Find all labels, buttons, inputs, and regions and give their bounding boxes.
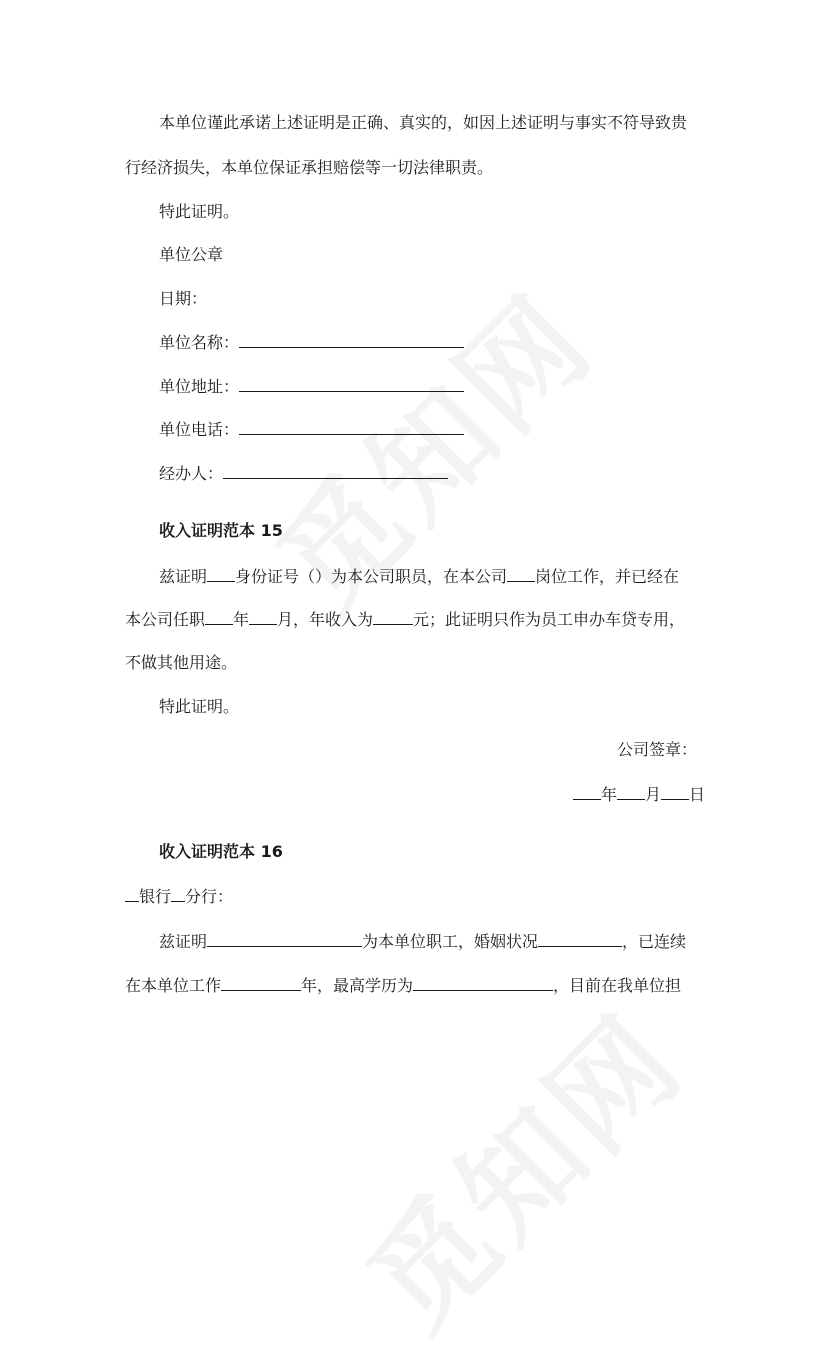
text: 兹证明 — [159, 567, 208, 586]
unit-address-blank — [239, 376, 464, 392]
sign-date — [573, 784, 705, 805]
blank — [249, 609, 277, 625]
blank — [413, 975, 553, 991]
text: 银行 — [139, 887, 172, 906]
blank — [661, 784, 689, 800]
text: 身份证号（）为本公司职员，在本公司 — [235, 567, 508, 586]
text: 在本单位工作 — [125, 976, 222, 995]
handler-field — [159, 463, 448, 484]
section-title: 收入证明范本 15 — [159, 521, 283, 540]
text: 月 — [644, 785, 661, 804]
text: 年，最高学历为 — [301, 976, 414, 995]
seal-label: 单位公章 — [159, 245, 224, 264]
certify-text: 特此证明。 — [159, 697, 240, 716]
text: ，目前在我单位担 — [553, 976, 682, 995]
company-sign-label: 公司签章： — [616, 740, 697, 759]
date-label: 日期： — [159, 289, 208, 308]
blank — [507, 566, 535, 582]
certify-text: 特此证明。 — [159, 202, 240, 221]
text: 年 — [600, 785, 617, 804]
unit-phone-field — [159, 419, 464, 440]
blank — [221, 975, 301, 991]
paragraph-line: 本单位谨此承诺上述证明是正确、真实的，如因上述证明与事实不符导致贵 — [159, 113, 688, 132]
handler-label: 经办人： — [159, 464, 224, 483]
unit-address-field — [159, 376, 464, 397]
unit-name-blank — [239, 332, 464, 348]
blank — [573, 784, 601, 800]
text: 兹证明 — [159, 932, 208, 951]
paragraph-line — [159, 566, 679, 587]
blank — [205, 609, 233, 625]
text: 年 — [233, 610, 250, 629]
text: 元；此证明只作为员工申办车贷专用， — [413, 610, 686, 629]
unit-name-field — [159, 332, 464, 353]
blank — [373, 609, 413, 625]
unit-name-label: 单位名称： — [159, 333, 240, 352]
text: 分行： — [185, 887, 234, 906]
text: 岗位工作，并已经在 — [535, 567, 680, 586]
blank — [207, 566, 235, 582]
blank — [617, 784, 645, 800]
unit-phone-blank — [239, 419, 464, 435]
paragraph-line: 不做其他用途。 — [125, 653, 238, 672]
blank — [538, 931, 622, 947]
text: ，已连续 — [622, 932, 687, 951]
paragraph-line — [125, 975, 681, 996]
text: 月，年收入为 — [277, 610, 374, 629]
paragraph-line — [125, 609, 685, 630]
unit-address-label: 单位地址： — [159, 377, 240, 396]
section-title: 收入证明范本 16 — [159, 842, 283, 861]
bank-line — [125, 886, 233, 907]
paragraph-line — [159, 931, 686, 952]
handler-blank — [223, 463, 448, 479]
blank — [171, 886, 185, 902]
blank — [125, 886, 139, 902]
text: 本公司任职 — [125, 610, 206, 629]
text: 为本单位职工，婚姻状况 — [362, 932, 539, 951]
unit-phone-label: 单位电话： — [159, 420, 240, 439]
blank — [207, 931, 362, 947]
paragraph-line: 行经济损失，本单位保证承担赔偿等一切法律职责。 — [125, 158, 494, 177]
text: 日 — [688, 785, 705, 804]
watermark — [325, 972, 714, 1360]
